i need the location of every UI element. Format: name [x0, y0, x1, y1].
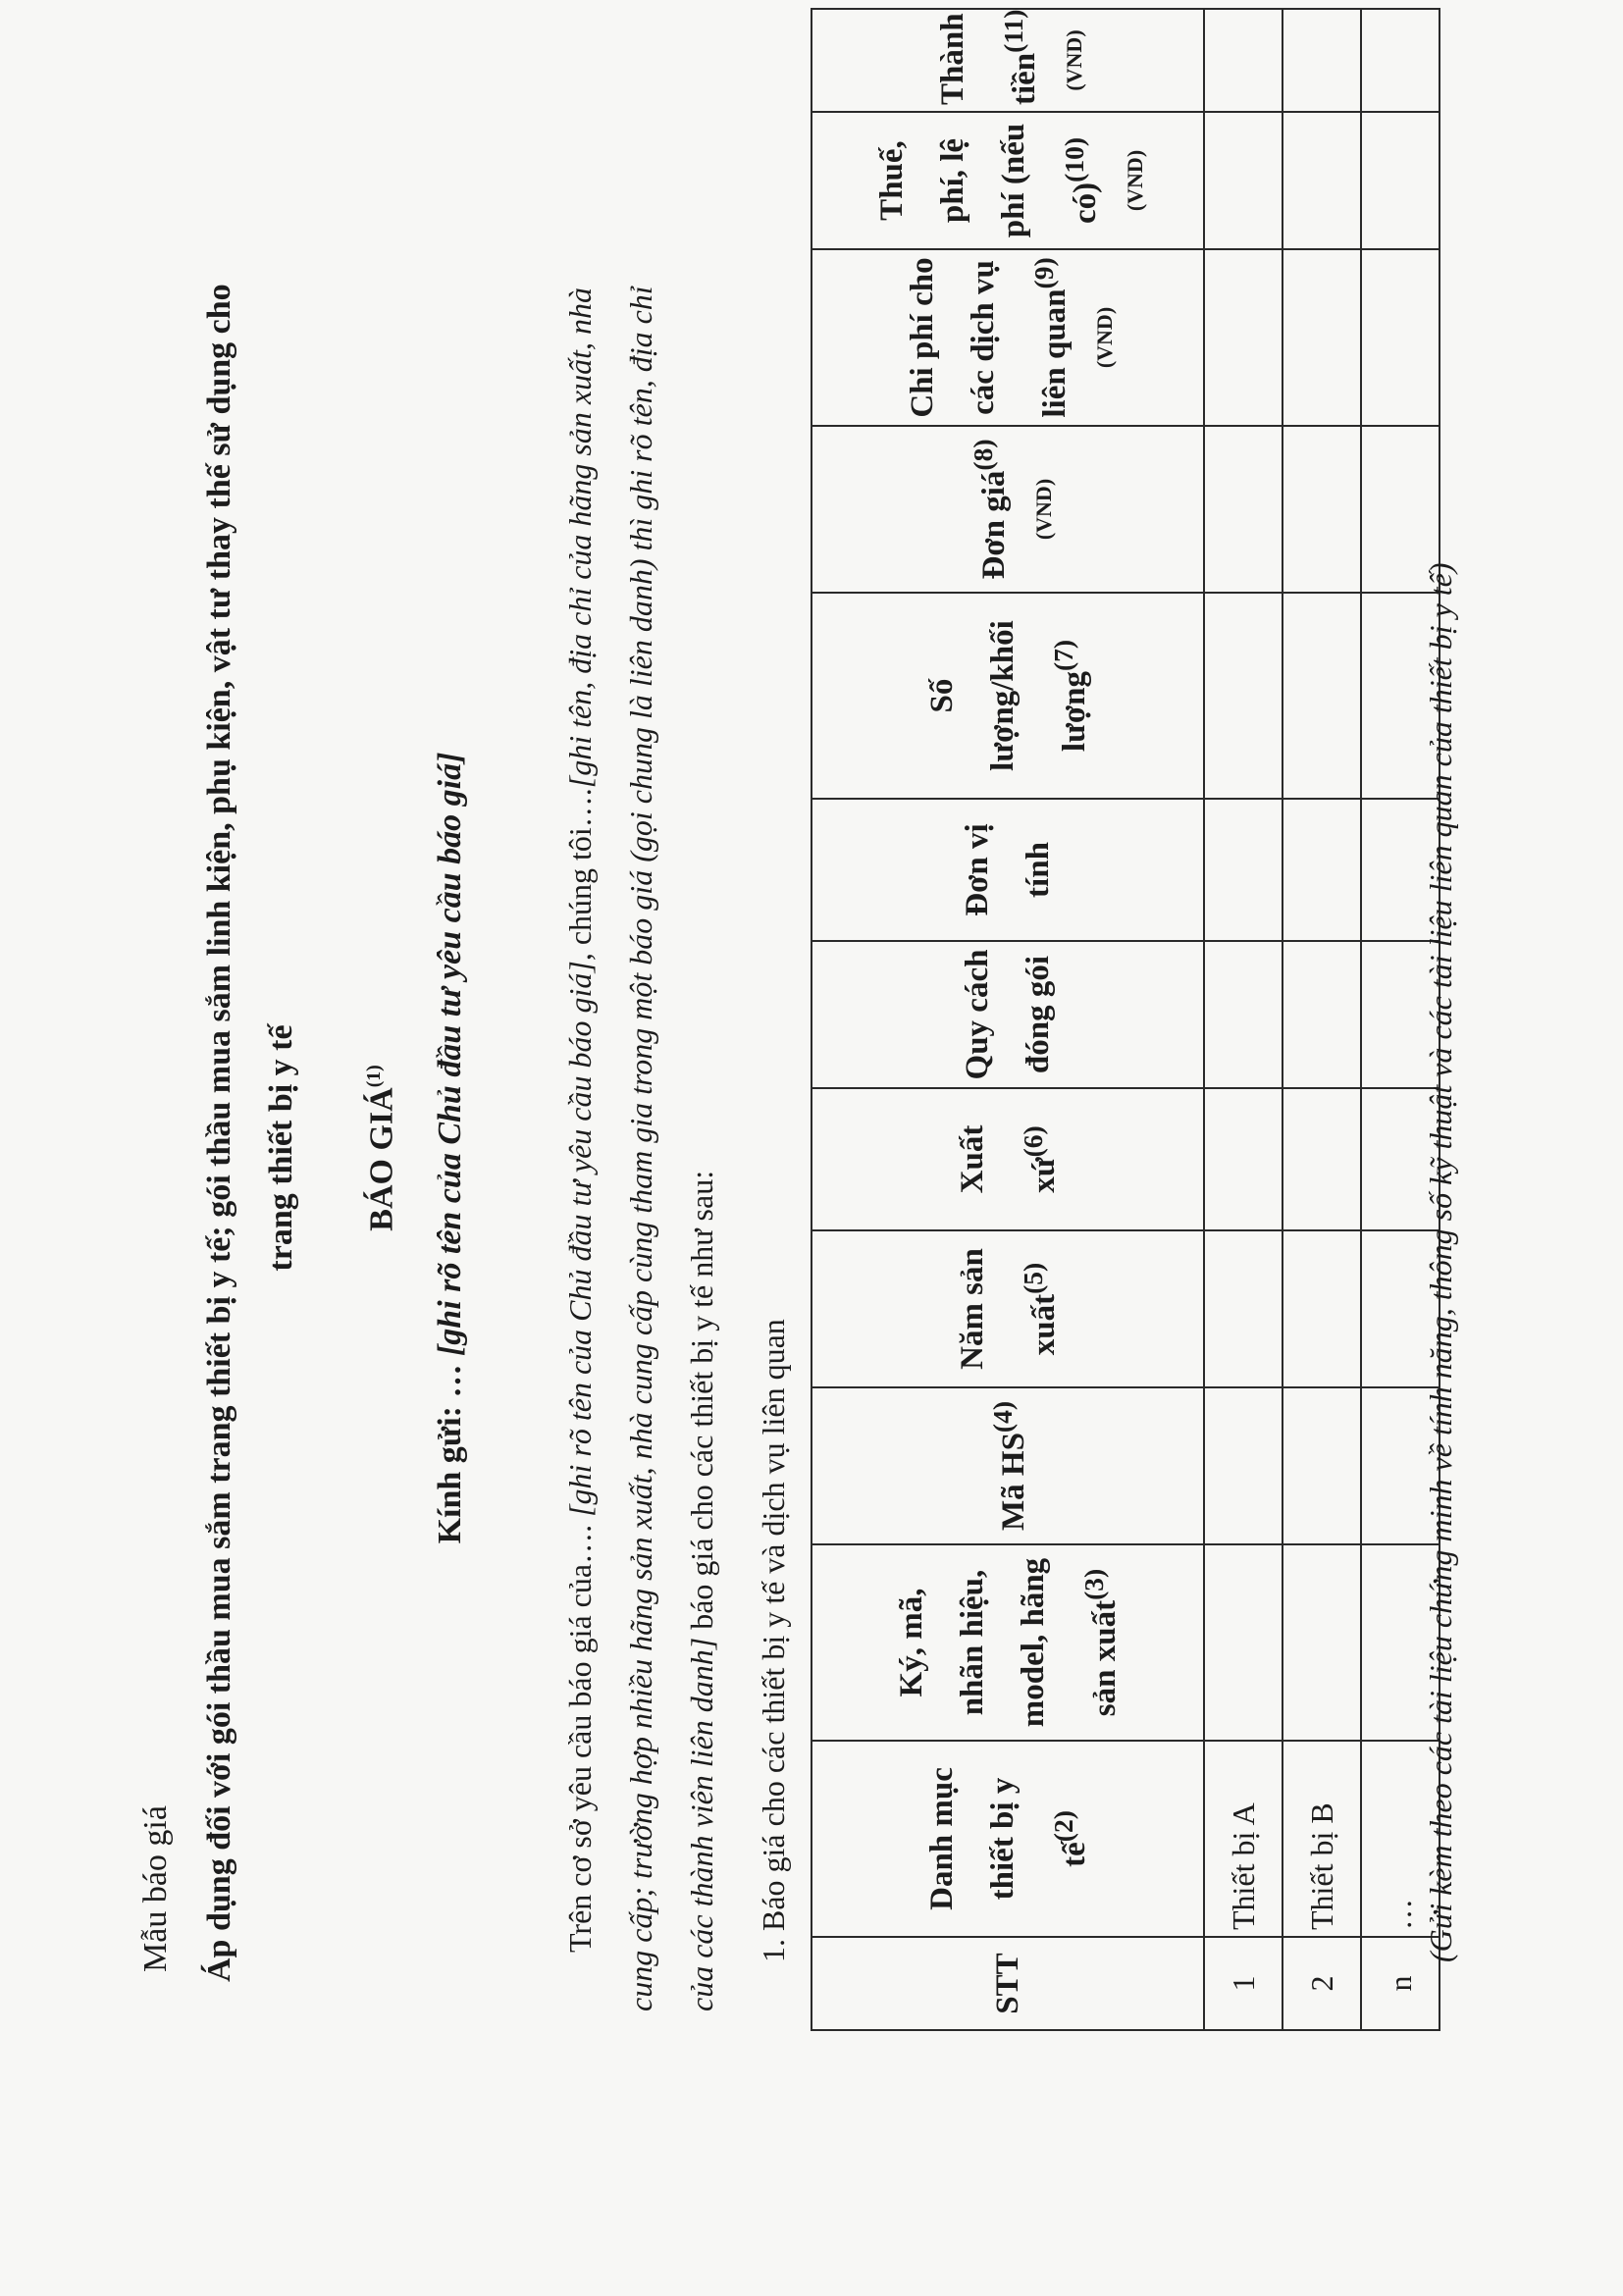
attachment-note: (Gửi kèm theo các tài liệu chứng minh về tính năng, thông số kỹ thuật và các tài liệu liên quan của thiết bị y tế): [1423, 562, 1458, 1962]
title-footnote-ref: (1): [363, 1065, 385, 1088]
column-header: [812, 1544, 1204, 1741]
column-header-label: Chi phí cho các dịch vụ liên quan: [904, 257, 1073, 418]
column-header-label: Đơn vị tính: [960, 823, 1056, 916]
table-row: [1204, 9, 1283, 2030]
column-header: [812, 9, 1204, 112]
column-header: [812, 112, 1204, 249]
empty-cell: [1204, 593, 1283, 799]
empty-cell: [1204, 9, 1283, 112]
intro-text-1: Trên cơ sở yêu cầu báo giá của….: [562, 1516, 598, 1953]
column-header: [812, 593, 1204, 799]
empty-cell: [1283, 1387, 1361, 1544]
column-header-footnote: (7): [1047, 639, 1078, 671]
column-header: [812, 941, 1204, 1088]
row-number: n: [1361, 1937, 1440, 2030]
column-header: [812, 426, 1204, 593]
empty-cell: [1204, 426, 1283, 593]
title-text: BÁO GIÁ: [363, 1087, 400, 1231]
column-header: [812, 799, 1204, 941]
column-header-label: STT: [990, 1953, 1025, 2014]
empty-cell: [1204, 941, 1283, 1088]
recipient-line: [432, 0, 469, 2296]
column-header-footnote: (3): [1077, 1568, 1109, 1600]
column-header-label: Danh mục thiết bị y tế: [923, 1767, 1092, 1910]
empty-cell: [1204, 112, 1283, 249]
intro-placeholder-2: [ghi tên, địa chỉ của hãng sản xuất, nhà cung cấp; trường hợp nhiều hãng sản xuất, nhà cung cấp cùng tham gia trong một báo giá (gọi chung là liên danh) thì ghi rõ tên, địa chỉ của các thành viên liên danh]: [562, 286, 719, 2011]
column-header-footnote: (5): [1017, 1262, 1048, 1294]
empty-cell: [1361, 249, 1440, 426]
empty-cell: [1283, 9, 1361, 112]
column-header-unit: (VND): [1030, 478, 1056, 541]
form-label: Mẫu báo giá: [137, 1805, 174, 1972]
column-header: [812, 1937, 1204, 2030]
empty-cell: [1283, 1088, 1361, 1230]
empty-cell: [1204, 1544, 1283, 1741]
section-title: 1. Báo giá cho các thiết bị y tế và dịch vụ liên quan: [756, 1319, 791, 1962]
intro-paragraph: [550, 285, 732, 2011]
recipient-placeholder: [ghi rõ tên của Chủ đầu tư yêu cầu báo giá]: [432, 752, 468, 1357]
column-header-unit: (VND): [1061, 29, 1086, 91]
column-header-label: Đơn giá: [975, 470, 1012, 580]
empty-cell: [1283, 426, 1361, 593]
quotation-table: [811, 8, 1440, 2031]
table-body: [1204, 9, 1440, 2030]
document-title: [363, 0, 400, 2296]
empty-cell: [1283, 112, 1361, 249]
empty-cell: [1204, 1230, 1283, 1387]
empty-cell: [1283, 799, 1361, 941]
column-header: [812, 1741, 1204, 1937]
table-row: [1283, 9, 1361, 2030]
column-header-label: Quy cách đóng gói: [960, 949, 1056, 1080]
table-header-row: [812, 9, 1204, 2030]
column-header-footnote: (4): [986, 1401, 1018, 1434]
empty-cell: [1204, 799, 1283, 941]
empty-cell: [1204, 1088, 1283, 1230]
column-header-unit: (VND): [1091, 306, 1117, 369]
empty-cell: [1361, 112, 1440, 249]
intro-placeholder-1: [ghi rõ tên của Chủ đầu tư yêu cầu báo giá]: [562, 961, 598, 1517]
empty-cell: [1283, 1230, 1361, 1387]
row-item-name: Thiết bị A: [1204, 1741, 1283, 1937]
empty-cell: [1204, 249, 1283, 426]
column-header: [812, 1230, 1204, 1387]
column-header: [812, 1387, 1204, 1544]
applies-to-line-1: Áp dụng đối với gói thầu mua sắm trang thiết bị y tế; gói thầu mua sắm linh kiện, phụ kiện, vật tư thay thế sử dụng cho: [201, 284, 237, 1982]
empty-cell: [1361, 9, 1440, 112]
empty-cell: [1283, 593, 1361, 799]
column-header: [812, 249, 1204, 426]
column-header-footnote: (11): [997, 9, 1028, 53]
column-header-label: Số lượng/khối lượng: [923, 620, 1092, 771]
empty-cell: [1283, 249, 1361, 426]
empty-cell: [1283, 941, 1361, 1088]
applies-to-line-2: trang thiết bị y tế: [263, 1024, 299, 1272]
empty-cell: [1204, 1387, 1283, 1544]
row-item-name: …: [1361, 1741, 1440, 1937]
column-header-label: Xuất xứ: [954, 1124, 1062, 1194]
column-header-unit: (VND): [1122, 149, 1147, 212]
row-number: 2: [1283, 1937, 1361, 2030]
column-header-footnote: (2): [1047, 1810, 1078, 1843]
column-header-footnote: (8): [967, 439, 998, 471]
row-number: 1: [1204, 1937, 1283, 2030]
column-header-footnote: (10): [1058, 137, 1089, 183]
column-header-label: Năm sản xuất: [954, 1248, 1062, 1370]
column-header-label: Mã HS: [995, 1433, 1031, 1531]
column-header-label: Ký, mã, nhãn hiệu, model, hãng sản xuất: [893, 1557, 1123, 1728]
empty-cell: [1283, 1544, 1361, 1741]
recipient-prefix: Kính gửi: …: [432, 1364, 468, 1544]
intro-text-2: , chúng tôi….: [562, 788, 598, 962]
column-header: [812, 1088, 1204, 1230]
column-header-label: Thành tiền: [934, 13, 1042, 105]
column-header-label: Thuế, phí, lệ phí (nếu có): [873, 123, 1103, 238]
row-item-name: Thiết bị B: [1283, 1741, 1361, 1937]
column-header-footnote: (6): [1017, 1125, 1048, 1158]
intro-text-3: báo giá cho các thiết bị y tế như sau:: [684, 1170, 719, 1638]
column-header-footnote: (9): [1027, 257, 1059, 289]
